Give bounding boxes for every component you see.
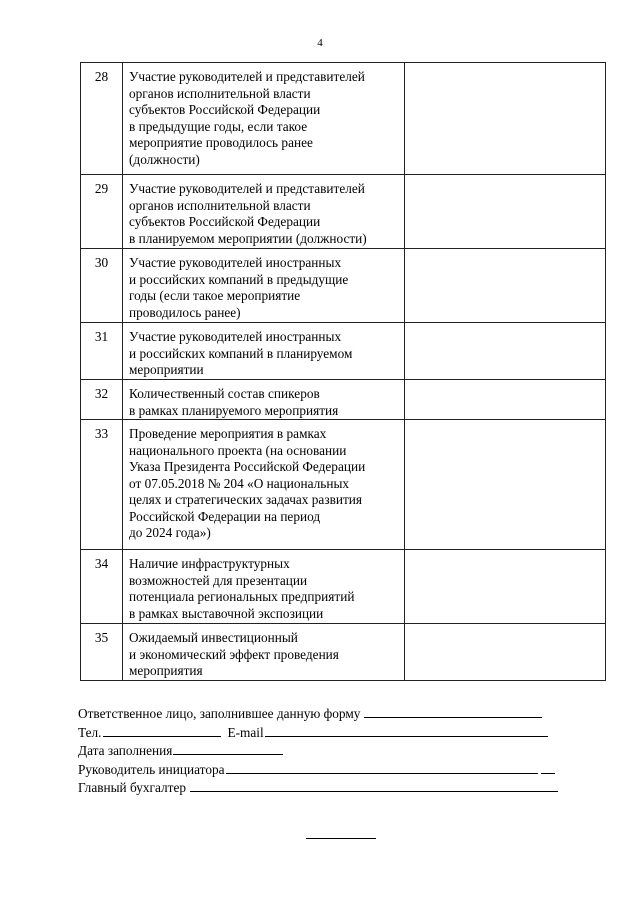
row-value-cell[interactable] xyxy=(405,550,606,624)
row-number: 32 xyxy=(81,380,123,420)
description-line: субъектов Российской Федерации xyxy=(129,214,321,229)
description-line: и российских компаний в предыдущие xyxy=(129,271,349,287)
row-description xyxy=(123,550,405,624)
row-number: 29 xyxy=(81,175,123,249)
head-label: Руководитель инициатора xyxy=(78,761,225,777)
row-description xyxy=(123,175,405,249)
row-number: 28 xyxy=(81,63,123,175)
description-line: Участие руководителей и представителей xyxy=(129,181,365,196)
date-label: Дата заполнения xyxy=(78,743,173,758)
description-line: органов исполнительной власти xyxy=(129,85,311,101)
accountant-label: Главный бухгалтер xyxy=(78,780,187,795)
page-number: 4 xyxy=(317,37,323,49)
row-value-cell[interactable] xyxy=(405,323,606,380)
accountant-line xyxy=(78,778,578,797)
row-description xyxy=(123,63,405,175)
description-line: в планируемом мероприятии (должности) xyxy=(129,230,367,246)
table-row xyxy=(81,420,606,550)
contact-line xyxy=(78,723,578,742)
form-table xyxy=(80,62,606,681)
date-field[interactable] xyxy=(173,741,283,755)
email-label: E-mail xyxy=(227,724,264,740)
row-number: 35 xyxy=(81,624,123,681)
row-number: 33 xyxy=(81,420,123,550)
description-line: (должности) xyxy=(129,151,200,167)
description-line: в рамках выставочной экспозиции xyxy=(129,605,324,621)
table-row xyxy=(81,175,606,249)
table-row xyxy=(81,63,606,175)
description-line: и экономический эффект проведения xyxy=(129,646,339,662)
row-value-cell[interactable] xyxy=(405,624,606,681)
row-value-cell[interactable] xyxy=(405,249,606,323)
description-line: Наличие инфраструктурных xyxy=(129,556,290,571)
table-row xyxy=(81,380,606,420)
description-line: от 07.05.2018 № 204 «О национальных xyxy=(129,475,350,491)
separator-line xyxy=(306,838,376,839)
description-line: потенциала региональных предприятий xyxy=(129,589,355,604)
description-line: органов исполнительной власти xyxy=(129,197,311,213)
description-line: годы (если такое мероприятие xyxy=(129,288,301,303)
row-description xyxy=(123,624,405,681)
row-description xyxy=(123,249,405,323)
description-line: в рамках планируемого мероприятия xyxy=(129,402,339,418)
row-value-cell[interactable] xyxy=(405,175,606,249)
phone-field[interactable] xyxy=(103,723,221,737)
description-line: субъектов Российской Федерации xyxy=(129,102,321,117)
table-row xyxy=(81,550,606,624)
description-line: возможностей для презентации xyxy=(129,572,308,588)
description-line: и российских компаний в планируемом xyxy=(129,345,353,361)
row-description xyxy=(123,380,405,420)
responsible-label: Ответственное лицо, заполнившее данную форму xyxy=(78,706,361,721)
row-value-cell[interactable] xyxy=(405,420,606,550)
description-line: Указа Президента Российской Федерации xyxy=(129,459,366,474)
email-field[interactable] xyxy=(265,723,548,737)
responsible-line xyxy=(78,704,578,723)
description-line: до 2024 года») xyxy=(129,525,211,540)
responsible-field[interactable] xyxy=(364,704,542,718)
row-value-cell[interactable] xyxy=(405,63,606,175)
description-line: Проведение мероприятия в рамках xyxy=(129,426,327,441)
description-line: мероприятие проводилось ранее xyxy=(129,135,313,150)
date-line xyxy=(78,741,578,760)
head-field[interactable] xyxy=(226,760,538,774)
head-line xyxy=(78,760,578,779)
description-line: целях и стратегических задачах развития xyxy=(129,492,363,507)
phone-label: Тел. xyxy=(78,724,102,740)
table-row xyxy=(81,323,606,380)
signature-block xyxy=(78,704,578,797)
row-number: 34 xyxy=(81,550,123,624)
description-line: национального проекта (на основании xyxy=(129,442,347,458)
description-line: Участие руководителей и представителей xyxy=(129,69,365,84)
description-line: проводилось ранее) xyxy=(129,304,241,320)
row-number: 31 xyxy=(81,323,123,380)
accountant-field[interactable] xyxy=(190,778,558,792)
description-line: Количественный состав спикеров xyxy=(129,386,320,401)
row-description xyxy=(123,323,405,380)
description-line: мероприятия xyxy=(129,663,203,678)
description-line: Участие руководителей иностранных xyxy=(129,255,342,270)
description-line: мероприятии xyxy=(129,362,204,377)
table-row xyxy=(81,249,606,323)
head-field-end xyxy=(541,760,555,774)
row-number: 30 xyxy=(81,249,123,323)
description-line: Ожидаемый инвестиционный xyxy=(129,630,298,645)
description-line: в предыдущие годы, если такое xyxy=(129,118,308,134)
row-description xyxy=(123,420,405,550)
table-row xyxy=(81,624,606,681)
description-line: Российской Федерации на период xyxy=(129,508,321,524)
row-value-cell[interactable] xyxy=(405,380,606,420)
description-line: Участие руководителей иностранных xyxy=(129,329,342,344)
table-body xyxy=(81,63,606,681)
